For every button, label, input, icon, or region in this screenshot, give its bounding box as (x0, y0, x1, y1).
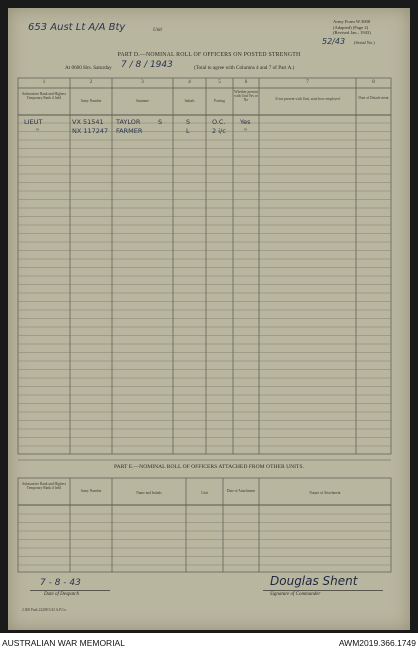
unit-label: Unit (153, 28, 162, 33)
row-2-initials: L (186, 127, 190, 135)
report-date-handwritten: 7 / 8 / 1943 (121, 60, 173, 70)
col-number-7: 7 (306, 80, 309, 85)
printer-imprint: 2,500 Pads 22288 5/43 A.P.Co. (22, 608, 67, 612)
col-number-3: 3 (141, 80, 144, 85)
form-number: Army Form W.3008 (333, 19, 371, 24)
col-number-5: 5 (218, 80, 221, 85)
col-header-initials: Initials (184, 99, 195, 103)
serial-number-handwritten: 52/43 (322, 37, 346, 46)
row-2-posting: 2 i/c (212, 127, 226, 135)
e-col-header-unit: Unit (201, 491, 208, 495)
commander-signature: Douglas Shent (270, 574, 358, 588)
col-number-1: 1 (42, 80, 46, 85)
at-line-prefix: At 0600 Hrs. Saturday (65, 65, 112, 71)
e-col-header-rank: Substantive Rank and Highest Temporary Rank if held (22, 482, 66, 491)
row-1-initial-a: S (158, 118, 163, 126)
col-header-posting: Posting (214, 99, 225, 103)
row-1-rank: LIEUT (24, 118, 43, 126)
col-number-6: 6 (244, 80, 248, 85)
part-e-title: PART E.—NOMINAL ROLL OF OFFICERS ATTACHED FROM OTHER UNITS. (114, 464, 304, 470)
col-number-2: 2 (89, 80, 93, 85)
e-col-header-attachment-nature: Nature of Attachment (309, 491, 341, 495)
col-header-employed: If not present with Unit, state how employed (275, 97, 340, 101)
e-col-header-army-number: Army Number (80, 489, 102, 493)
col-header-army-number: Army Number (80, 99, 102, 103)
row-1-present: Yes (240, 118, 251, 126)
archive-footer (0, 633, 418, 653)
col-header-detachment-date: Date of Detach-ment (358, 96, 389, 100)
row-1-initials: S (186, 118, 191, 126)
form-sheet (8, 8, 410, 630)
archive-accession-number: AWM2019.366.1749 (338, 638, 416, 648)
form-revised: (Revised Jan., 1943) (333, 30, 371, 36)
at-line-suffix: (Total to agree with Columns 4 and 7 of Part A.) (194, 65, 295, 71)
form-adapted: (Adapted) (Page 2) (333, 24, 369, 30)
col-number-8: 8 (372, 80, 375, 85)
row-2-surname: FARMER (116, 127, 143, 135)
row-1-posting: O.C. (212, 118, 226, 126)
despatch-date-label: Date of Despatch (44, 592, 79, 597)
col-header-rank: Substantive Rank and Highest Temporary Rank if held (22, 92, 66, 101)
row-2-present: " (244, 127, 247, 135)
part-d-title: PART D.—NOMINAL ROLL OF OFFICERS ON POSTED STRENGTH (117, 52, 301, 58)
despatch-date-handwritten: 7 - 8 - 43 (40, 578, 81, 588)
col-number-4: 4 (188, 80, 191, 85)
col-header-present: Whether present with Unit Yes or No (234, 90, 258, 103)
e-col-header-attachment-date: Date of Attachment (226, 489, 256, 493)
row-1-surname: TAYLOR (116, 118, 141, 126)
unit-name-handwritten: 653 Aust Lt A/A Bty (28, 22, 126, 33)
serial-label: (Serial No.) (354, 40, 375, 45)
row-1-number: VX 51541 (72, 118, 104, 126)
archive-name: AUSTRALIAN WAR MEMORIAL (2, 638, 125, 648)
commander-signature-line (263, 590, 383, 591)
despatch-date-line (30, 590, 110, 591)
row-2-number: NX 117247 (72, 127, 109, 135)
e-col-header-name: Name and Initials (136, 491, 162, 495)
row-2-rank: " (36, 127, 39, 135)
commander-label: Signature of Commander (270, 592, 321, 597)
col-header-surname: Surname (136, 99, 149, 103)
